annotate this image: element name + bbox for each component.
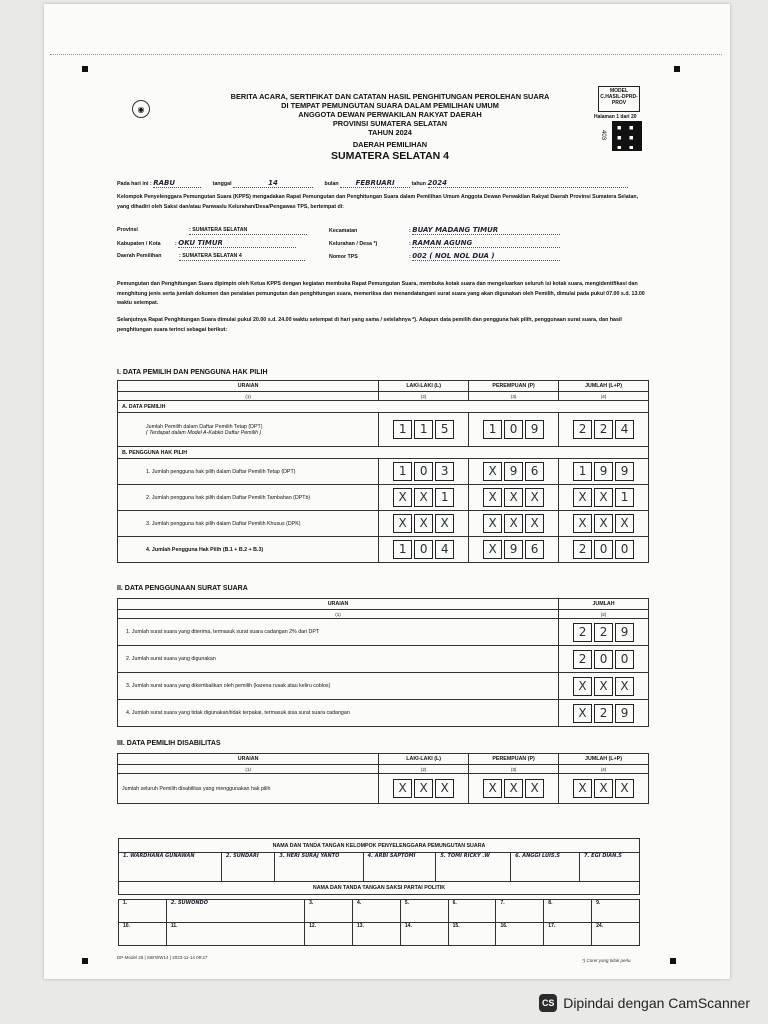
table-row	[118, 413, 649, 447]
table-cell: (1)	[118, 392, 379, 401]
section-2-table	[117, 598, 649, 727]
table-row	[118, 619, 649, 646]
perforation-line	[50, 54, 722, 55]
digit-box: 0	[414, 462, 433, 481]
signature-cell: 7. EGI DIAN.S	[580, 853, 640, 882]
digit-boxes	[563, 420, 644, 439]
table-cell: NAMA DAN TANDA TANGAN KELOMPOK PENYELENGGARA PEMUNGUTAN SUARA	[119, 839, 640, 853]
table-cell	[379, 485, 469, 511]
table-cell: (4)	[559, 765, 649, 774]
digit-boxes	[563, 540, 644, 559]
table-cell: 2. Jumlah surat suara yang digunakan	[118, 646, 559, 673]
table-cell	[469, 511, 559, 537]
digit-box: 9	[504, 540, 523, 559]
table-cell: 13.	[352, 923, 400, 946]
table-cell: 4. Jumlah surat suara yang tidak digunakan/tidak terpakai, termasuk sisa surat suara cadangan	[118, 700, 559, 727]
digit-box: X	[414, 779, 433, 798]
table-row	[118, 774, 649, 804]
table-cell: (1)	[118, 765, 379, 774]
page-number: Halaman 1 dari 20	[594, 114, 637, 120]
digit-box: X	[393, 779, 412, 798]
digit-boxes	[563, 650, 644, 669]
table-cell	[559, 459, 649, 485]
table-row	[118, 700, 649, 727]
digit-box: X	[483, 514, 502, 533]
corner-mark	[670, 958, 676, 964]
digit-box: X	[414, 514, 433, 533]
table-cell: (3)	[469, 765, 559, 774]
digit-box: X	[573, 704, 592, 723]
table-cell: 1. Jumlah surat suara yang diterima, termasuk surat suara cadangan 2% dari DPT	[118, 619, 559, 646]
digit-box: 9	[525, 420, 544, 439]
table-row	[118, 646, 649, 673]
digit-box: X	[573, 677, 592, 696]
digit-box: 2	[594, 623, 613, 642]
table-cell: 3. Jumlah surat suara yang dikembalikan oleh pemilih (karena rusak atau keliru coblos)	[118, 673, 559, 700]
digit-box: X	[504, 514, 523, 533]
table-cell: (3)	[469, 392, 559, 401]
digit-box: 6	[525, 462, 544, 481]
digit-box: X	[573, 779, 592, 798]
digit-boxes	[473, 540, 554, 559]
camscanner-icon: CS	[539, 994, 557, 1012]
table-cell: 7.	[496, 900, 544, 923]
digit-box: 1	[393, 540, 412, 559]
digit-box: 2	[594, 420, 613, 439]
table-cell: JUMLAH	[559, 599, 649, 610]
digit-box: X	[525, 488, 544, 507]
table-cell	[469, 413, 559, 447]
digit-box: X	[435, 514, 454, 533]
digit-box: 3	[435, 462, 454, 481]
table-cell: JUMLAH (L+P)	[559, 381, 649, 392]
table-cell: 9.	[592, 900, 640, 923]
digit-box: 1	[393, 462, 412, 481]
digit-boxes	[383, 462, 464, 481]
digit-boxes	[383, 514, 464, 533]
digit-box: X	[414, 488, 433, 507]
table-cell: 3. Jumlah pengguna hak pilih dalam Daftar Pemilih Khusus (DPK)	[118, 511, 379, 537]
table-cell: LAKI-LAKI (L)	[379, 754, 469, 765]
digit-box: 2	[573, 623, 592, 642]
table-cell: JUMLAH (L+P)	[559, 754, 649, 765]
section-1-table	[117, 380, 649, 563]
digit-box: X	[525, 514, 544, 533]
table-cell	[559, 413, 649, 447]
table-cell: 12.	[305, 923, 353, 946]
digit-boxes	[383, 779, 464, 798]
digit-boxes	[563, 779, 644, 798]
digit-boxes	[563, 677, 644, 696]
table-cell	[559, 774, 649, 804]
signature-cell: 2. SUNDARI	[222, 853, 275, 882]
signature-cell: 4. ARBI SAPTOMI	[363, 853, 436, 882]
digit-boxes	[473, 488, 554, 507]
table-cell: LAKI-LAKI (L)	[379, 381, 469, 392]
table-cell	[559, 537, 649, 563]
table-row	[118, 459, 649, 485]
digit-box: X	[594, 514, 613, 533]
digit-boxes	[383, 420, 464, 439]
digit-boxes	[563, 623, 644, 642]
table-row	[118, 485, 649, 511]
digit-box: 0	[594, 650, 613, 669]
table-cell: (2)	[379, 765, 469, 774]
digit-boxes	[383, 488, 464, 507]
digit-box: 9	[594, 462, 613, 481]
table-cell: 1. Jumlah pengguna hak pilih dalam Daftar Pemilih Tetap (DPT)	[118, 459, 379, 485]
digit-boxes	[383, 540, 464, 559]
digit-box: X	[504, 779, 523, 798]
table-cell: 17.	[544, 923, 592, 946]
table-cell	[469, 485, 559, 511]
digit-box: 0	[594, 540, 613, 559]
table-cell: 3.	[305, 900, 353, 923]
corner-mark	[674, 66, 680, 72]
table-cell: 10.	[119, 923, 167, 946]
table-cell	[559, 700, 649, 727]
model-box: MODEL C.HASIL-DPRD- PROV	[598, 86, 640, 112]
section-3-title: III. DATA PEMILIH DISABILITAS	[117, 740, 221, 747]
digit-box: 4	[435, 540, 454, 559]
digit-box: 9	[615, 462, 634, 481]
table-cell: 14.	[400, 923, 448, 946]
table-cell: 4.	[352, 900, 400, 923]
digit-box: 9	[615, 704, 634, 723]
table-cell: 16.	[496, 923, 544, 946]
table-cell: Jumlah seluruh Pemilih disabilitas yang menggunakan hak pilih	[118, 774, 379, 804]
digit-box: 2	[573, 540, 592, 559]
digit-boxes	[473, 779, 554, 798]
camscanner-badge	[539, 994, 750, 1012]
table-cell: 2. SUWONDO	[166, 900, 304, 923]
kpps-signature-table	[118, 838, 640, 895]
digit-box: X	[525, 779, 544, 798]
table-cell	[379, 511, 469, 537]
digit-box: X	[483, 540, 502, 559]
signature-cell: 6. ANGGI LUIS.S	[511, 853, 580, 882]
table-cell	[469, 459, 559, 485]
digit-box: 1	[435, 488, 454, 507]
qr-number: 403	[600, 129, 607, 141]
table-cell: 4. Jumlah Pengguna Hak Pilih (B.1 + B.2 + B.3)	[118, 537, 379, 563]
table-cell: PEREMPUAN (P)	[469, 754, 559, 765]
table-cell: 5.	[400, 900, 448, 923]
digit-box: 1	[483, 420, 502, 439]
digit-box: 6	[525, 540, 544, 559]
table-cell: 2. Jumlah pengguna hak pilih dalam Daftar Pemilih Tambahan (DPTb)	[118, 485, 379, 511]
intro-text: Kelompok Penyelenggara Pemungutan Suara (KPPS) mengadakan Rapat Pemungutan dan Penghitungan Suara dalam Pemilihan Umum Anggota Dewan Perwakilan Rakyat Daerah Provinsi Sumatera Selatan, yang dihadiri oleh Saksi dan/atau Panwaslu Kelurahan/Desa/Pengawas TPS, bertempat di:	[117, 194, 639, 210]
digit-box: X	[573, 488, 592, 507]
table-cell	[469, 774, 559, 804]
table-cell: URAIAN	[118, 754, 379, 765]
table-cell: 6.	[448, 900, 496, 923]
table-cell: 15.	[448, 923, 496, 946]
digit-boxes	[473, 420, 554, 439]
digit-box: 4	[615, 420, 634, 439]
digit-boxes	[563, 462, 644, 481]
section-2-title: II. DATA PENGGUNAAN SURAT SUARA	[117, 585, 248, 592]
corner-mark	[82, 66, 88, 72]
digit-boxes	[563, 704, 644, 723]
digit-box: 2	[594, 704, 613, 723]
procedure-text-2: Selanjutnya Rapat Penghitungan Suara dimulai pukul 20.00 s.d. 24.00 waktu setempat di hari yang sama / setelahnya *). Adapun data pemilih dan pengguna hak pilih, penggunaan surat suara, dan hasil penghitungan suara terinci sebagai berikut:	[117, 317, 622, 333]
digit-box: 0	[414, 540, 433, 559]
digit-box: 1	[573, 462, 592, 481]
table-cell	[379, 774, 469, 804]
table-cell	[559, 619, 649, 646]
digit-box: X	[594, 677, 613, 696]
table-cell	[559, 485, 649, 511]
table-cell	[559, 511, 649, 537]
digit-box: 9	[504, 462, 523, 481]
digit-box: 5	[435, 420, 454, 439]
kpu-logo-icon: ◉	[132, 100, 150, 118]
digit-boxes	[473, 514, 554, 533]
digit-box: 0	[615, 650, 634, 669]
table-cell: PEREMPUAN (P)	[469, 381, 559, 392]
table-cell	[559, 673, 649, 700]
section-3-table	[117, 753, 649, 804]
digit-box: X	[594, 779, 613, 798]
footnote: *) Coret yang tidak perlu	[582, 958, 631, 963]
table-cell: NAMA DAN TANDA TANGAN SAKSI PARTAI POLITIK	[119, 882, 640, 895]
footer-code: DP-Model 26 | SIB'WW14 | 2023-11-14 09:27	[117, 955, 208, 960]
digit-box: X	[483, 488, 502, 507]
table-cell	[379, 537, 469, 563]
digit-box: X	[483, 779, 502, 798]
date-line: Pada hari ini : RABU tanggal 14 bulan FEBRUARI tahun 2024	[117, 179, 628, 188]
digit-box: 2	[573, 420, 592, 439]
signature-cell: 5. TOMI RICKY .W	[436, 853, 511, 882]
saksi-signature-table	[118, 899, 640, 946]
digit-box: X	[393, 488, 412, 507]
digit-box: X	[615, 514, 634, 533]
procedure-text: Pemungutan dan Penghitungan Suara dipimpin oleh Ketua KPPS dengan kegiatan membuka Rapat Pemungutan Suara, membuka kotak suara dan mengeluarkan seluruh isi kotak suara, mengidentifikasi dan menghitung jenis serta jumlah dokumen dan peralatan pemungutan dan penghitungan suara, memeriksa dan menandatangani surat suara yang akan digunakan oleh Pemilih, dimulai pada pukul 07.00 s.d. 13.00 waktu setempat.	[117, 281, 645, 306]
digit-box: X	[393, 514, 412, 533]
digit-box: 0	[504, 420, 523, 439]
table-cell: (2)	[559, 610, 649, 619]
digit-box: X	[435, 779, 454, 798]
table-cell: URAIAN	[118, 599, 559, 610]
table-cell: (4)	[559, 392, 649, 401]
corner-mark	[82, 958, 88, 964]
digit-box: X	[483, 462, 502, 481]
table-cell	[379, 413, 469, 447]
digit-box: 2	[573, 650, 592, 669]
table-cell: B. PENGGUNA HAK PILIH	[118, 447, 649, 459]
table-cell: A. DATA PEMILIH	[118, 401, 649, 413]
table-cell: 1.	[119, 900, 167, 923]
digit-boxes	[563, 488, 644, 507]
table-cell: (1)	[118, 610, 559, 619]
section-1-title: I. DATA PEMILIH DAN PENGGUNA HAK PILIH	[117, 369, 268, 376]
digit-box: X	[615, 779, 634, 798]
digit-box: 1	[615, 488, 634, 507]
digit-box: X	[573, 514, 592, 533]
table-row	[118, 511, 649, 537]
table-cell	[559, 646, 649, 673]
digit-boxes	[563, 514, 644, 533]
digit-box: 1	[393, 420, 412, 439]
digit-box: 1	[414, 420, 433, 439]
table-cell: Jumlah Pemilih dalam Daftar Pemilih Tetap (DPT) ( Terdapat dalam Model A-Kabko Daftar Pemilih )	[118, 413, 379, 447]
table-cell: 24.	[592, 923, 640, 946]
digit-box: X	[615, 677, 634, 696]
table-cell: 11.	[166, 923, 304, 946]
table-cell: (2)	[379, 392, 469, 401]
table-cell	[379, 459, 469, 485]
digit-box: X	[504, 488, 523, 507]
digit-box: X	[594, 488, 613, 507]
digit-box: 0	[615, 540, 634, 559]
table-row	[118, 673, 649, 700]
form-title: BERITA ACARA, SERTIFIKAT DAN CATATAN HASIL PENGHITUNGAN PEROLEHAN SUARA DI TEMPAT PEMUNGUTAN SUARA DALAM PEMILIHAN UMUM ANGGOTA DEWAN PERWAKILAN RAKYAT DAERAH PROVINSI SUMATERA SELATAN TAHUN 2024 DAERAH PEMILIHAN SUMATERA SELATAN 4	[230, 92, 550, 162]
signature-cell: 1. WARDHANA GUNAWAN	[119, 853, 222, 882]
table-cell: 8.	[544, 900, 592, 923]
table-cell	[469, 537, 559, 563]
signature-cell: 3. HERI SURAJ YANTO	[275, 853, 363, 882]
camscanner-label: Dipindai dengan CamScanner	[563, 995, 750, 1011]
qr-code-icon	[612, 121, 642, 151]
digit-box: 9	[615, 623, 634, 642]
table-row	[118, 537, 649, 563]
table-cell: URAIAN	[118, 381, 379, 392]
digit-boxes	[473, 462, 554, 481]
